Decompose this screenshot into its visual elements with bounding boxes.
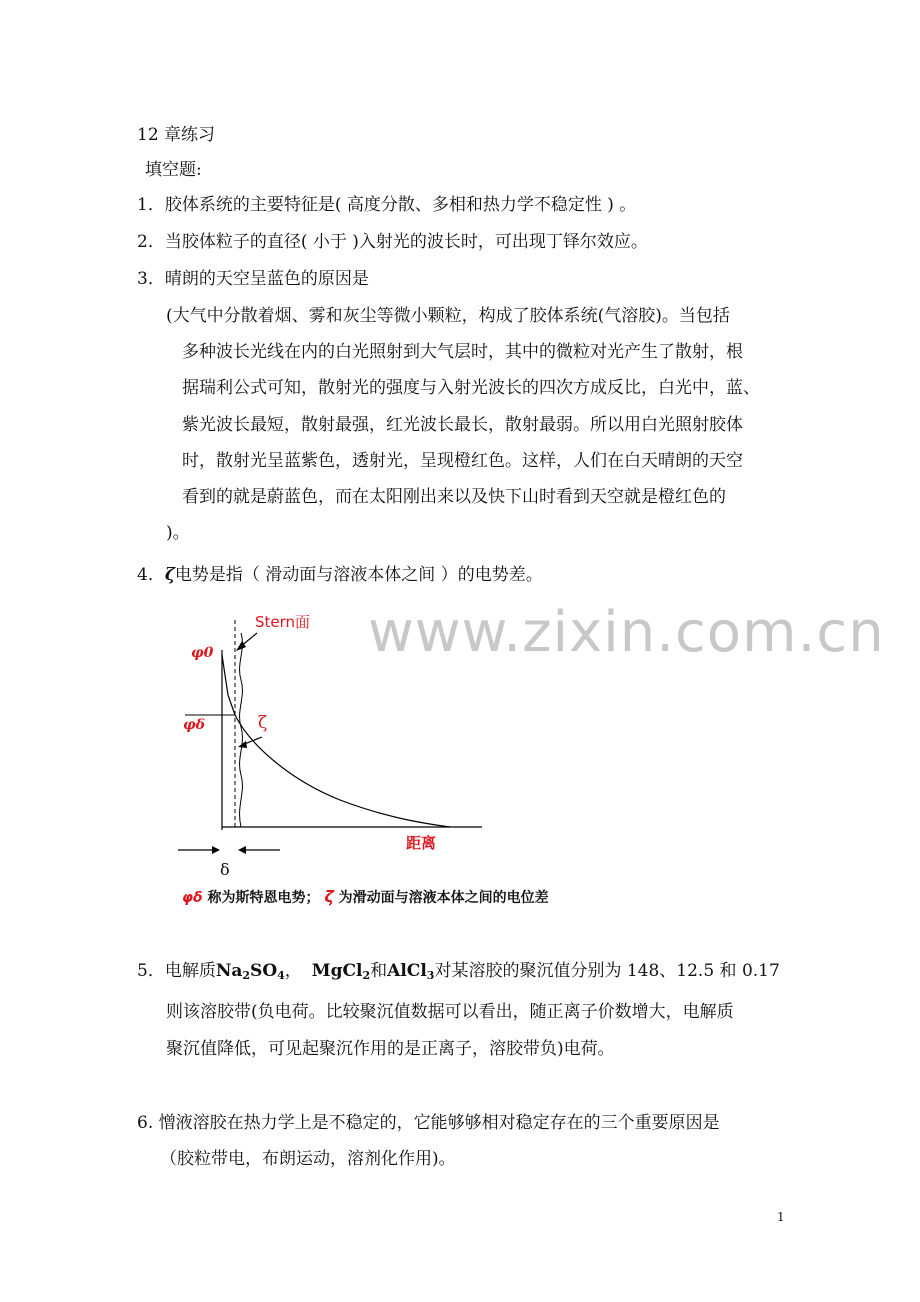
delta-arrow-left-head (212, 846, 220, 854)
salt-na2so4: $Na_2SO_4$ (215, 961, 285, 982)
salt-alcl3: AlCl$_3$ (387, 961, 435, 982)
delta-arrow-right-head (238, 846, 246, 854)
question-3-answer-line: 多种波长光线在内的白光照射到大气层时，其中的微粒对光产生了散射，根 (182, 342, 743, 362)
delta-label: δ (220, 860, 230, 879)
question-3-answer-line: (大气中分散着烟、雾和灰尘等微小颗粒，构成了胶体系统(气溶胶)。当包括 (166, 306, 730, 326)
question-5-prefix: 电解质 (164, 961, 216, 981)
section-title: 填空题: (145, 160, 202, 180)
caption-zeta: ζ (324, 887, 334, 906)
stern-pointer-arrowhead (236, 641, 246, 651)
potential-curve (222, 655, 450, 827)
question-3-answer-line: 时，散射光呈蓝紫色，透射光，呈现橙红色。这样，人们在白天晴朗的天空 (182, 451, 743, 471)
caption-phi-delta: φδ (182, 890, 203, 906)
question-3-answer-line: 紫光波长最短，散射最强，红光波长最长，散射最弱。所以用白光照射胶体 (182, 415, 743, 435)
question-6-line-1: 6. 憎液溶胶在热力学上是不稳定的，它能够够相对稳定存在的三个重要原因是 (137, 1113, 720, 1133)
salt-mgcl2: MgCl$_2$ (311, 961, 371, 982)
caption-part-2: 为滑动面与溶液本体之间的电位差 (338, 890, 549, 906)
figure-caption (182, 887, 549, 907)
question-5-line-3: 聚沉值降低，可见起聚沉作用的是正离子，溶胶带负)电荷。 (166, 1039, 615, 1059)
question-6-line-2: （胶粒带电，布朗运动，溶剂化作用)。 (160, 1149, 456, 1169)
slipping-plane-line (240, 633, 243, 827)
watermark: www.zixin.com.cn (368, 600, 885, 665)
chapter-title: 12 章练习 (137, 125, 216, 145)
question-5-line-1: 5．电解质$Na_2SO_4$， MgCl$_2$和AlCl$_3$对某溶胶的聚沉值分别为 148、12.5 和 0.17 (137, 961, 780, 982)
caption-part-1: 称为斯特恩电势； (207, 890, 320, 906)
page-number: 1 (777, 1210, 785, 1224)
question-4-number: 4． (137, 565, 165, 585)
question-3-answer-line: 据瑞利公式可知，散射光的强度与入射光波长的四次方成反比，白光中，蓝、 (182, 378, 760, 398)
question-5-number: 5． (137, 961, 165, 981)
distance-label: 距离 (406, 834, 437, 852)
question-5-suffix: 对某溶胶的聚沉值分别为 148、12.5 和 0.17 (434, 961, 780, 981)
zeta-label: ζ (258, 713, 268, 733)
question-4 (137, 560, 543, 585)
question-1: 1．胶体系统的主要特征是( 高度分散、多相和热力学不稳定性 ) 。 (137, 195, 637, 215)
stern-diagram (170, 605, 500, 885)
question-3-answer-line: 看到的就是蔚蓝色，而在太阳刚出来以及快下山时看到天空就是橙红色的 (182, 487, 726, 507)
question-3-stem: 3．晴朗的天空呈蓝色的原因是 (137, 269, 369, 289)
question-2: 2．当胶体粒子的直径( 小于 )入射光的波长时，可出现丁铎尔效应。 (137, 232, 648, 252)
phi0-label: φ0 (191, 645, 214, 661)
question-5-line-2: 则该溶胶带(负电荷。比较聚沉值数据可以看出，随正离子价数增大，电解质 (166, 1002, 734, 1022)
phi-delta-label: φδ (183, 717, 206, 733)
question-4-text: 电势是指（ 滑动面与溶液本体之间 ）的电势差。 (174, 565, 543, 585)
zeta-symbol: ζ (164, 565, 175, 585)
question-3-answer-line: )。 (166, 523, 190, 543)
stern-label: Stern面 (255, 613, 311, 631)
